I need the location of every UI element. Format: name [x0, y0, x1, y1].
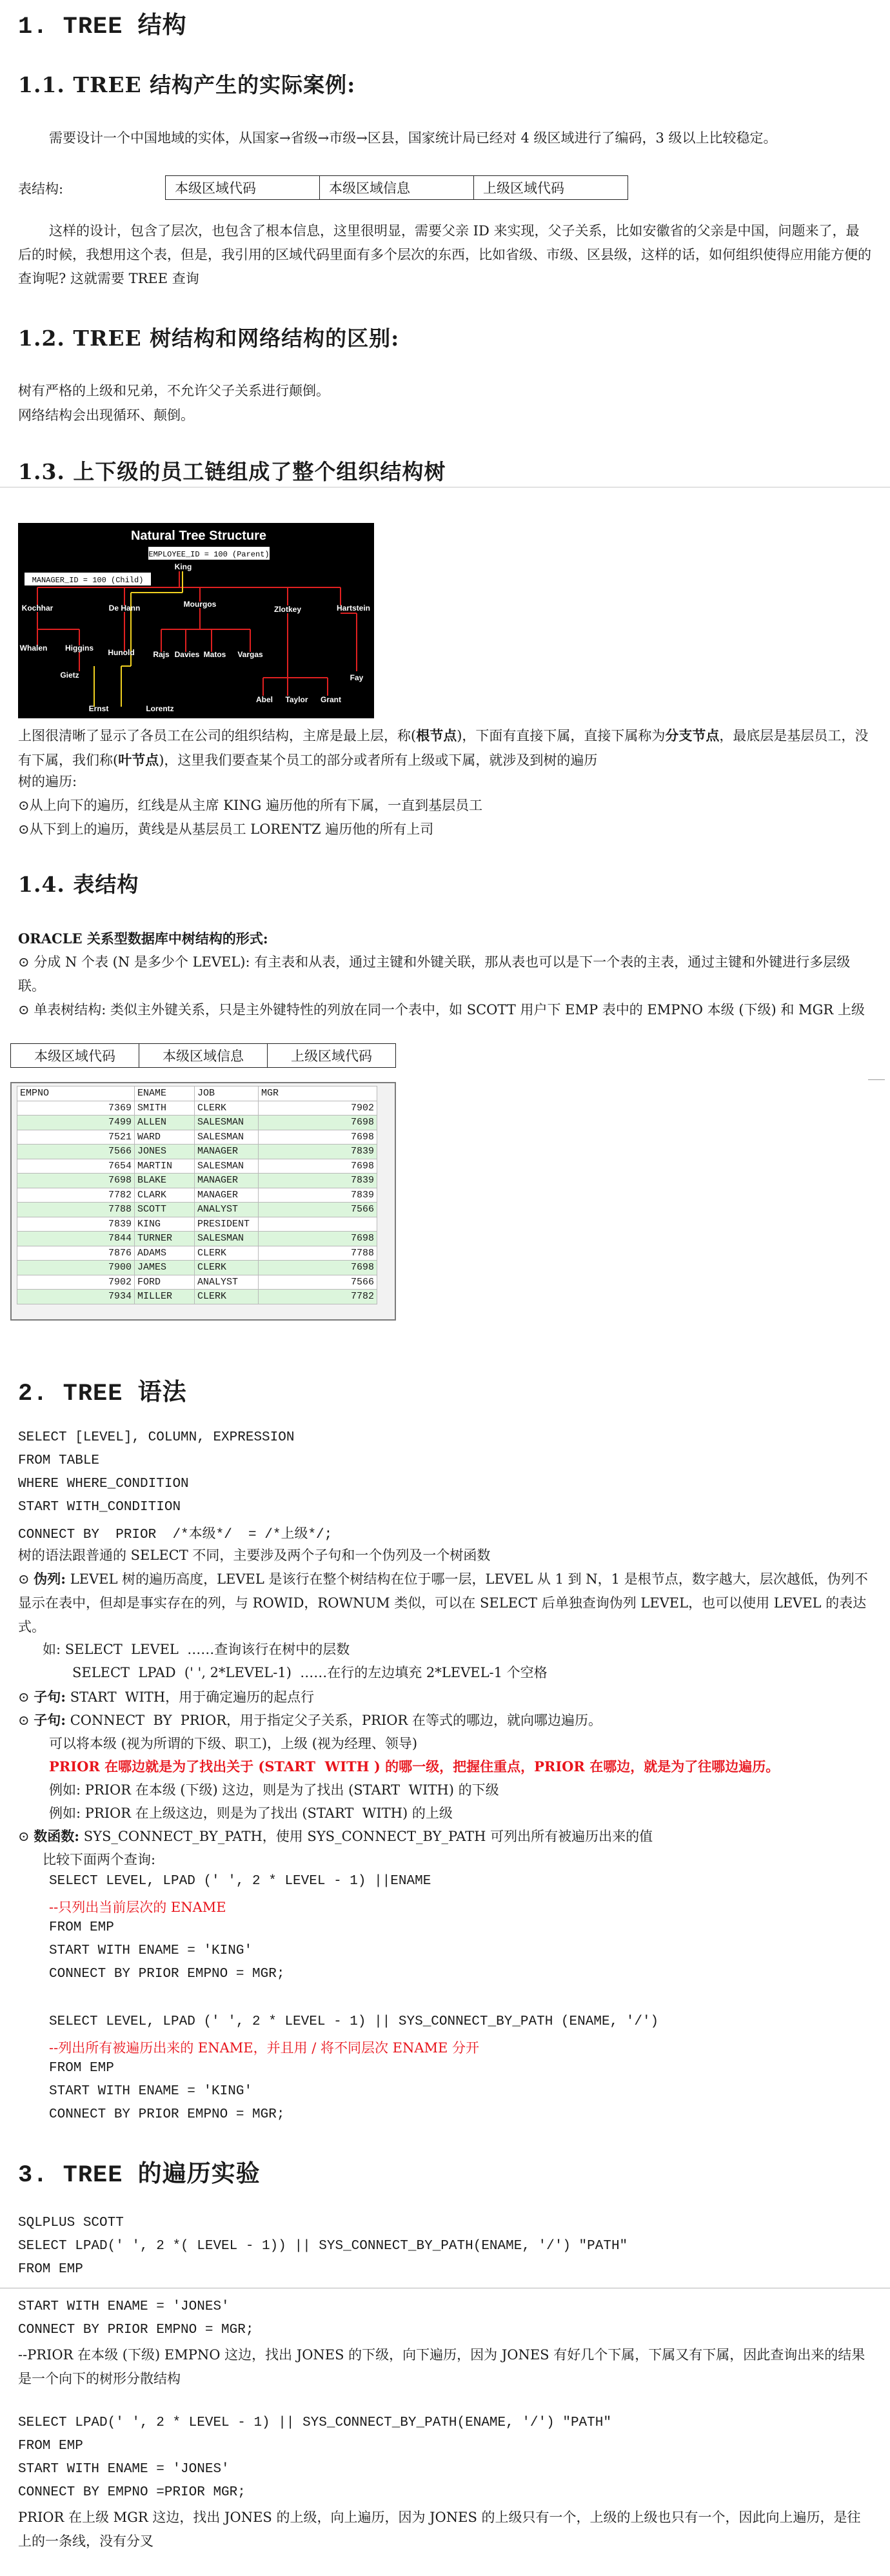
org-tree-diagram: [18, 523, 374, 718]
table-cell: MANAGER: [195, 1174, 259, 1188]
text-line: 比较下面两个查询:: [43, 1852, 156, 1867]
region-table-2: [10, 1043, 396, 1068]
code-line: CONNECT BY PRIOR /*本级*/ = /*上级*/;: [18, 1528, 333, 1542]
table-row: [17, 1101, 377, 1116]
table-cell: 7521: [17, 1130, 135, 1145]
table-cell: PRESIDENT: [195, 1217, 259, 1232]
table-cell: 7698: [17, 1174, 135, 1188]
bullet-paragraph: ⊙ 伪列: LEVEL 树的遍历高度，LEVEL 是该行在整个树结构在位于哪一层，LEVEL 从 1 到 N，1 是根节点，数字越大，层次越低，伪列不显示在表中，但却是事实存在的列，与 ROWID，ROWNUM 类似，可以在 SELECT 后单独查询伪列 LEVEL，也可以使用 LEVEL 的表达式。: [18, 1571, 868, 1635]
table-cell: 7788: [17, 1203, 135, 1217]
code-line: FROM EMP: [18, 2439, 83, 2453]
code-comment: --只列出当前层次的 ENAME: [49, 1900, 226, 1915]
node-gietz: Gietz: [60, 671, 79, 680]
table-cell: SALESMAN: [195, 1130, 259, 1145]
table-cell: 7788: [259, 1246, 377, 1261]
table-cell: KING: [135, 1217, 195, 1232]
code-line: SELECT LPAD(' ', 2 *( LEVEL - 1)) || SYS_CONNECT_BY_PATH(ENAME, '/') "PATH": [18, 2239, 628, 2254]
table-row: [17, 1275, 377, 1290]
code-line: START WITH ENAME = 'KING': [49, 2084, 253, 2099]
table-cell: CLERK: [195, 1246, 259, 1261]
table-cell: SALESMAN: [195, 1159, 259, 1174]
table-cell: 7698: [259, 1232, 377, 1246]
table-cell: MILLER: [135, 1290, 195, 1304]
table-cell: 7782: [259, 1290, 377, 1304]
table-cell: ADAMS: [135, 1246, 195, 1261]
highlight-line: PRIOR 在哪边就是为了找出关于 (START WITH ) 的哪一级，把握住重点，PRIOR 在哪边，就是为了往哪边遍历。: [49, 1758, 780, 1775]
table-cell: WARD: [135, 1130, 195, 1145]
table-cell: 7839: [259, 1145, 377, 1159]
column-header: EMPNO: [17, 1086, 135, 1101]
node-dehann: De Hann: [108, 604, 141, 613]
table-cell: CLARK: [135, 1188, 195, 1203]
table-cell: FORD: [135, 1275, 195, 1290]
table-row: [17, 1145, 377, 1159]
bullet-line: ⊙ 数函数: SYS_CONNECT_BY_PATH，使用 SYS_CONNECT_BY_PATH 可列出所有被遍历出来的值: [18, 1828, 653, 1844]
node-vargas: Vargas: [237, 650, 263, 659]
code-line: SELECT LEVEL, LPAD (' ', 2 * LEVEL - 1) || SYS_CONNECT_BY_PATH (ENAME, '/'): [49, 2014, 659, 2029]
table-cell: JAMES: [135, 1261, 195, 1275]
table-row: [17, 1232, 377, 1246]
code-line: START WITH ENAME = 'JONES': [18, 2299, 230, 2314]
code-line: FROM EMP: [18, 2262, 83, 2277]
table-label: 表结构:: [18, 181, 64, 197]
text-line: 网络结构会出现循环、颠倒。: [18, 408, 194, 423]
table-cell: CLERK: [195, 1290, 259, 1304]
table-row: [17, 1261, 377, 1275]
emp-grid-screenshot: [10, 1082, 396, 1321]
table-cell: 7876: [17, 1246, 135, 1261]
text-line: ⊙从上向下的遍历，红线是从主席 KING 遍历他的所有下属，一直到基层员工: [18, 798, 483, 813]
table-cell: 7902: [259, 1101, 377, 1116]
emp-table: [17, 1086, 377, 1304]
node-taylor: Taylor: [285, 695, 308, 704]
table-row: [17, 1217, 377, 1232]
code-line: START WITH ENAME = 'KING': [49, 1943, 253, 1958]
table-cell: 7900: [17, 1261, 135, 1275]
code-line: CONNECT BY EMPNO =PRIOR MGR;: [18, 2485, 246, 2500]
table-cell: JONES: [135, 1145, 195, 1159]
table-header-cell: 本级区域信息: [139, 1044, 268, 1068]
node-hunold: Hunold: [108, 648, 135, 657]
table-row: [17, 1188, 377, 1203]
code-line: START WITH ENAME = 'JONES': [18, 2462, 230, 2477]
table-cell: SALESMAN: [195, 1116, 259, 1130]
node-davies: Davies: [174, 650, 200, 659]
table-cell: 7782: [17, 1188, 135, 1203]
table-cell: TURNER: [135, 1232, 195, 1246]
table-cell: [259, 1217, 377, 1232]
heading-1-4: 1.4. 表结构: [18, 872, 139, 897]
node-matos: Matos: [203, 650, 226, 659]
table-cell: SMITH: [135, 1101, 195, 1116]
table-cell: BLAKE: [135, 1174, 195, 1188]
code-line: FROM EMP: [49, 1920, 114, 1935]
code-line: WHERE WHERE_CONDITION: [18, 1477, 189, 1491]
table-header-cell: 上级区域代码: [268, 1044, 396, 1068]
node-whalen: Whalen: [19, 644, 48, 653]
table-cell: 7499: [17, 1116, 135, 1130]
code-line: START WITH_CONDITION: [18, 1500, 181, 1515]
table-row: [17, 1174, 377, 1188]
subheading: ORACLE 关系型数据库中树结构的形式:: [18, 930, 268, 947]
table-cell: 7654: [17, 1159, 135, 1174]
text-line: 例如: PRIOR 在上级这边，则是为了找出 (START WITH) 的上级: [49, 1805, 453, 1821]
table-header-cell: 本级区域代码: [11, 1044, 139, 1068]
bullet-line: ⊙ 子句: CONNECT BY PRIOR，用于指定父子关系，PRIOR 在等式的哪边，就向哪边遍历。: [18, 1712, 602, 1728]
emp-table-body: [17, 1101, 377, 1304]
heading-3: 3. TREE 的遍历实验: [18, 2162, 261, 2189]
table-header-cell: 上级区域代码: [474, 176, 628, 200]
node-mourgos: Mourgos: [183, 600, 217, 609]
table-cell: 7844: [17, 1232, 135, 1246]
paragraph: 需要设计一个中国地域的实体，从国家→省级→市级→区县，国家统计局已经对 4 级区域进行了编码，3 级以上比较稳定。: [49, 130, 777, 146]
table-cell: 7566: [259, 1275, 377, 1290]
code-line: CONNECT BY PRIOR EMPNO = MGR;: [49, 1967, 285, 1981]
diagram-title: Natural Tree Structure: [130, 529, 267, 543]
table-cell: SCOTT: [135, 1203, 195, 1217]
table-cell: CLERK: [195, 1101, 259, 1116]
region-table: [165, 175, 628, 200]
code-line: SELECT LEVEL, LPAD (' ', 2 * LEVEL - 1) ||ENAME: [49, 1874, 431, 1889]
parent-label: EMPLOYEE_ID = 100 (Parent): [148, 550, 270, 559]
heading-2: 2. TREE 语法: [18, 1381, 187, 1408]
child-label: MANAGER_ID = 100 (Child): [32, 576, 144, 585]
code-line: FROM TABLE: [18, 1453, 100, 1468]
node-fay: Fay: [350, 673, 364, 682]
table-cell: ANALYST: [195, 1203, 259, 1217]
bullet-paragraph: ⊙ 单表树结构: 类似主外键关系，只是主外键特性的列放在同一个表中，如 SCOTT 用户下 EMP 表中的 EMPNO 本级 (下级) 和 MGR 上级: [18, 1002, 865, 1018]
bullet-line: ⊙ 子句: START WITH，用于确定遍历的起点行: [18, 1689, 315, 1705]
column-header: ENAME: [135, 1086, 195, 1101]
table-cell: 7902: [17, 1275, 135, 1290]
paragraph: 这样的设计，包含了层次，也包含了根本信息，这里很明显，需要父亲 ID 来实现，父子关系，比如安徽省的父亲是中国，问题来了，最后的时候，我想用这个表，但是，我引用的区域代码里面有多个层次的东西，比如省级、市级、区县级，这样的话，如何组织使得应用能方便的查询呢? 这就需要 TREE 查询: [18, 223, 871, 286]
text-line: 可以将本级 (视为所谓的下级、职工)，上级 (视为经理、领导): [49, 1736, 418, 1751]
table-cell: MANAGER: [195, 1145, 259, 1159]
node-rajs: Rajs: [153, 650, 170, 659]
heading-1-1: 1.1. TREE 结构产生的实际案例:: [18, 72, 356, 97]
table-cell: 7934: [17, 1290, 135, 1304]
node-abel: Abel: [255, 695, 273, 704]
node-higgins: Higgins: [65, 644, 94, 653]
tree-svg: [18, 523, 374, 718]
code-comment: --列出所有被遍历出来的 ENAME，并且用 / 将不同层次 ENAME 分开: [49, 2040, 480, 2056]
table-cell: 7698: [259, 1261, 377, 1275]
table-cell: 7839: [259, 1174, 377, 1188]
text-line: ⊙从下到上的遍历，黄线是从基层员工 LORENTZ 遍历他的所有上司: [18, 821, 434, 837]
column-header: MGR: [259, 1086, 377, 1101]
code-line: SQLPLUS SCOTT: [18, 2216, 124, 2230]
text-line: 树的语法跟普通的 SELECT 不同，主要涉及两个子句和一个伪列及一个树函数: [18, 1548, 491, 1563]
code-line: CONNECT BY PRIOR EMPNO = MGR;: [18, 2323, 254, 2337]
heading-1-3: 1.3. 上下级的员工链组成了整个组织结构树: [18, 459, 446, 484]
column-header: JOB: [195, 1086, 259, 1101]
table-header-cell: 本级区域信息: [320, 176, 474, 200]
table-cell: CLERK: [195, 1261, 259, 1275]
node-kochhar: Kochhar: [21, 604, 54, 613]
table-row: [17, 1203, 377, 1217]
example-line: SELECT LPAD (' ', 2*LEVEL-1) ……在行的左边填充 2*LEVEL-1 个空格: [72, 1665, 548, 1680]
table-cell: MANAGER: [195, 1188, 259, 1203]
code-line: SELECT LPAD(' ', 2 * LEVEL - 1) || SYS_CONNECT_BY_PATH(ENAME, '/') "PATH": [18, 2415, 611, 2430]
node-ernst: Ernst: [88, 704, 109, 713]
table-cell: SALESMAN: [195, 1232, 259, 1246]
text-line: 树的遍历:: [18, 774, 77, 789]
table-cell: 7566: [17, 1145, 135, 1159]
table-cell: ANALYST: [195, 1275, 259, 1290]
node-hartstein: Hartstein: [336, 604, 371, 613]
table-cell: 7839: [259, 1188, 377, 1203]
table-cell: 7698: [259, 1159, 377, 1174]
paragraph: 上图很清晰了显示了各员工在公司的组织结构，主席是最上层，称(根节点)，下面有直接下属，直接下属称为分支节点，最底层是基层员工，没有下属，我们称(叶节点)，这里我们要查某个员工的部分或者所有上级或下属，就涉及到树的遍历: [18, 727, 869, 768]
heading-1-2: 1.2. TREE 树结构和网络结构的区别:: [18, 326, 400, 351]
table-cell: 7566: [259, 1203, 377, 1217]
table-cell: 7698: [259, 1116, 377, 1130]
node-king: King: [174, 562, 192, 571]
table-cell: MARTIN: [135, 1159, 195, 1174]
example-line: 如: SELECT LEVEL ……查询该行在树中的层数: [43, 1642, 350, 1657]
table-cell: 7369: [17, 1101, 135, 1116]
margin-mark: [868, 1079, 885, 1080]
code-line: CONNECT BY PRIOR EMPNO = MGR;: [49, 2107, 285, 2122]
table-header-cell: 本级区域代码: [166, 176, 320, 200]
node-lorentz: Lorentz: [146, 704, 174, 713]
node-grant: Grant: [320, 695, 342, 704]
table-row: [17, 1290, 377, 1304]
heading-1: 1. TREE 结构: [18, 14, 187, 41]
table-row: [17, 1246, 377, 1261]
table-row: [17, 1116, 377, 1130]
code-comment: --PRIOR 在本级 (下级) EMPNO 这边，找出 JONES 的下级，向下遍历，因为 JONES 有好几个下属，下属又有下属，因此查询出来的结果是一个向下的树形分散结构: [18, 2347, 865, 2386]
text-line: 例如: PRIOR 在本级 (下级) 这边，则是为了找出 (START WITH) 的下级: [49, 1782, 499, 1798]
table-row: [17, 1159, 377, 1174]
text-line: 树有严格的上级和兄弟，不允许父子关系进行颠倒。: [18, 383, 330, 398]
table-row: [17, 1130, 377, 1145]
paragraph: PRIOR 在上级 MGR 这边，找出 JONES 的上级，向上遍历，因为 JONES 的上级只有一个，上级的上级也只有一个，因此向上遍历，是往上的一条线，没有分叉: [18, 2510, 861, 2549]
node-zlotkey: Zlotkey: [273, 605, 302, 614]
table-cell: 7839: [17, 1217, 135, 1232]
code-line: FROM EMP: [49, 2061, 114, 2076]
table-cell: ALLEN: [135, 1116, 195, 1130]
code-line: SELECT [LEVEL], COLUMN, EXPRESSION: [18, 1430, 295, 1445]
bullet-paragraph: ⊙ 分成 N 个表 (N 是多少个 LEVEL): 有主表和从表，通过主键和外键关联，那从表也可以是下一个表的主表，通过主键和外键进行多层级联。: [18, 954, 851, 994]
table-cell: 7698: [259, 1130, 377, 1145]
